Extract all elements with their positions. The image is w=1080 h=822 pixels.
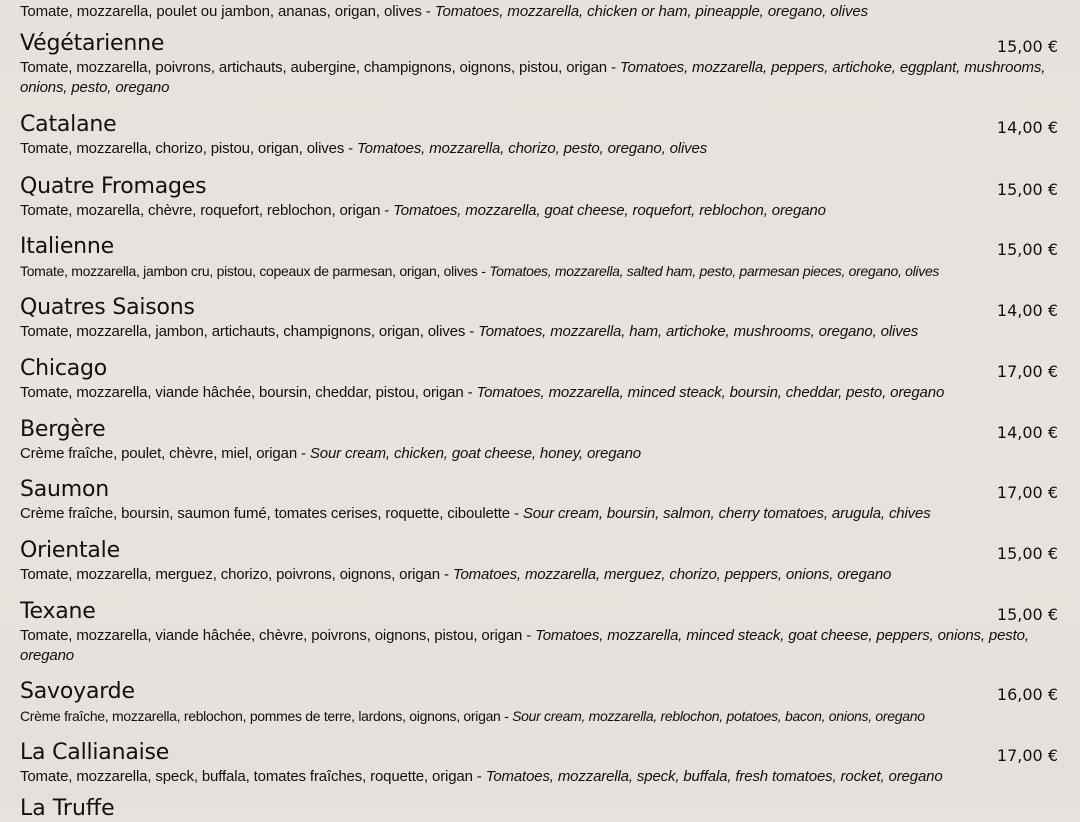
pizza-name: Catalane [20, 112, 117, 137]
pizza-name: Texane [20, 599, 96, 624]
pizza-item-bergere [20, 417, 1060, 464]
pizza-description [20, 322, 1060, 342]
description-fr: Tomate, mozzarella, merguez, chorizo, poivrons, oignons, origan - [20, 566, 453, 583]
description-en: Sour cream, mozzarella, reblochon, potatoes, bacon, onions, oregano [512, 708, 925, 724]
pizza-price: 14,00 € [996, 423, 1058, 442]
description-fr: Tomate, mozzarella, speck, buffala, tomates fraîches, roquette, origan - [20, 768, 486, 785]
description-fr: Tomate, mozzarella, viande hâchée, chèvre, poivrons, oignons, pistou, origan - [20, 627, 536, 644]
description-en: Sour cream, boursin, salmon, cherry tomatoes, arugula, chives [522, 505, 931, 522]
pizza-description [20, 383, 1060, 403]
pizza-description [20, 767, 1060, 787]
pizza-description [20, 58, 1060, 98]
pizza-name: Saumon [20, 477, 110, 502]
description-en: Tomatoes, mozzarella, peppers, artichoke, eggplant, mushrooms, onions, pesto, oregano [20, 59, 1046, 96]
pizza-description [20, 626, 1060, 666]
pizza-price: 14,00 € [996, 118, 1058, 137]
pizza-description [20, 706, 1060, 726]
description-en: Sour cream, chicken, goat cheese, honey, oregano [309, 445, 641, 462]
pizza-description [20, 261, 1060, 281]
pizza-price: 16,00 € [996, 685, 1058, 704]
description-fr: Tomate, mozzarella, jambon, artichauts, champignons, origan, olives - [20, 323, 479, 340]
description-en: Tomatoes, mozzarella, chorizo, pesto, oregano, olives [357, 140, 708, 157]
description-fr: Crème fraîche, poulet, chèvre, miel, origan - [20, 445, 310, 462]
pizza-item-la-callianaise [20, 740, 1060, 787]
pizza-description [20, 139, 1060, 159]
pizza-price: 15,00 € [996, 37, 1058, 56]
description-en: Tomatoes, mozzarella, merguez, chorizo, peppers, onions, oregano [452, 566, 892, 583]
pizza-price: 17,00 € [996, 362, 1058, 381]
description-en: Tomatoes, mozzarella, chicken or ham, pineapple, oregano, olives [434, 3, 869, 20]
pizza-name: Bergère [20, 417, 106, 442]
pizza-name: La Callianaise [20, 740, 170, 765]
pizza-description [20, 444, 1060, 464]
pizza-price: 15,00 € [996, 544, 1058, 563]
pizza-item-orientale [20, 538, 1060, 585]
pizza-item-vegetarienne [20, 31, 1060, 98]
description-en: Tomatoes, mozzarella, minced steack, goat cheese, peppers, onions, pesto, oregano [20, 627, 1029, 664]
pizza-price: 15,00 € [996, 240, 1058, 259]
pizza-price: 15,00 € [996, 605, 1058, 624]
pizza-description [20, 201, 1060, 221]
pizza-item-texane [20, 599, 1060, 666]
description-en: Tomatoes, mozzarella, goat cheese, roquefort, reblochon, oregano [393, 202, 826, 219]
pizza-item-italienne [20, 234, 1060, 281]
description-fr: Tomate, mozzarella, poulet ou jambon, ananas, origan, olives - [20, 3, 435, 20]
pizza-name: Orientale [20, 538, 120, 563]
pizza-item-savoyarde [20, 679, 1060, 726]
pizza-item-catalane [20, 112, 1060, 159]
pizza-name: Italienne [20, 234, 114, 259]
partial-next-pizza-name: La Truffe [20, 796, 115, 821]
pizza-item-saumon [20, 477, 1060, 524]
description-fr: Tomate, mozzarella, viande hâchée, boursin, cheddar, pistou, origan - [20, 384, 477, 401]
pizza-price: 17,00 € [996, 746, 1058, 765]
partial-pizza-description [20, 2, 1060, 22]
description-fr: Crème fraîche, mozzarella, reblochon, pommes de terre, lardons, oignons, origan - [20, 708, 513, 724]
pizza-name: Végétarienne [20, 31, 165, 56]
pizza-name: Savoyarde [20, 679, 135, 704]
description-fr: Tomate, mozzarella, poivrons, artichauts, aubergine, champignons, oignons, pistou, origan - [20, 59, 620, 76]
pizza-name: Quatres Saisons [20, 295, 195, 320]
description-fr: Tomate, mozzarella, jambon cru, pistou, copeaux de parmesan, origan, olives - [20, 263, 490, 279]
description-en: Tomatoes, mozzarella, salted ham, pesto, parmesan pieces, oregano, olives [489, 263, 940, 279]
description-en: Tomatoes, mozzarella, speck, buffala, fresh tomatoes, rocket, oregano [485, 768, 943, 785]
description-fr: Tomate, mozzarella, chorizo, pistou, origan, olives - [20, 140, 358, 157]
pizza-price: 17,00 € [996, 483, 1058, 502]
pizza-item-chicago [20, 356, 1060, 403]
description-fr: Tomate, mozarella, chèvre, roquefort, reblochon, origan - [20, 202, 394, 219]
description-fr: Crème fraîche, boursin, saumon fumé, tomates cerises, roquette, ciboulette - [20, 505, 523, 522]
pizza-item-quatres-saisons [20, 295, 1060, 342]
pizza-name: Quatre Fromages [20, 174, 207, 199]
pizza-description [20, 565, 1060, 585]
pizza-price: 14,00 € [996, 301, 1058, 320]
description-en: Tomatoes, mozzarella, ham, artichoke, mushrooms, oregano, olives [478, 323, 919, 340]
pizza-description [20, 504, 1060, 524]
pizza-name: Chicago [20, 356, 108, 381]
pizza-item-quatre-fromages [20, 174, 1060, 221]
pizza-price: 15,00 € [996, 180, 1058, 199]
description-en: Tomatoes, mozzarella, minced steack, boursin, cheddar, pesto, oregano [476, 384, 945, 401]
